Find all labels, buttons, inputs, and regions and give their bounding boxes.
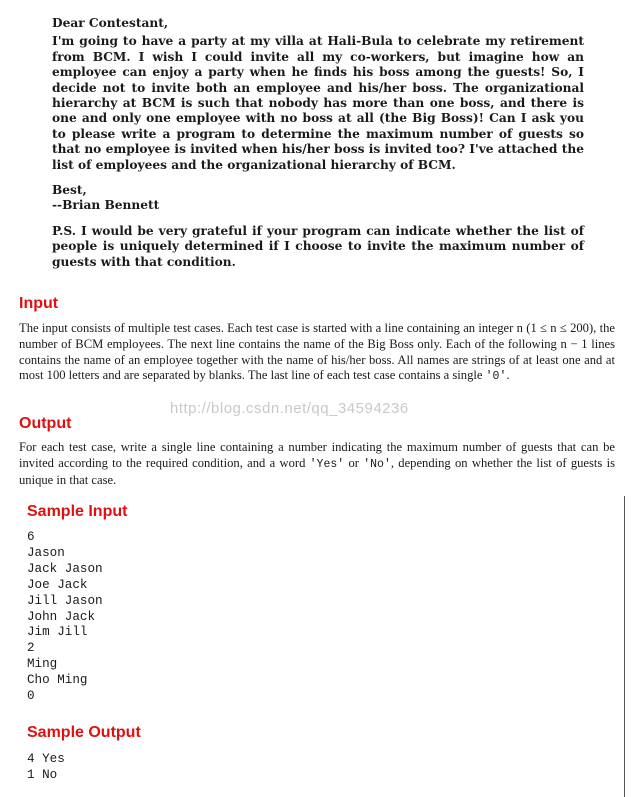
sample-input-line: John Jack <box>27 609 96 624</box>
input-description-end: . <box>506 368 510 383</box>
output-description-text: For each test case, write a single line containing a number indicating the maximum number of guests that can be invited according to the required condition, and a word <box>19 440 615 470</box>
input-description <box>19 321 615 385</box>
sample-input-line: Cho Ming <box>27 673 88 688</box>
output-or-text: or <box>344 455 364 470</box>
input-description-text: The input consists of multiple test cases. Each test case is started with a line containing an integer n (1 ≤ n ≤ 200), the number of BCM employees. The next line contains the name of the Big Boss only. Each of the following n − 1 lines contains the name of an employee together with the name of his/her boss. All names are strings of at least one and at most 100 letters and are separated by blanks. The last line of each test case contains a single <box>19 321 615 383</box>
sample-input-block <box>27 530 103 705</box>
letter-body: I'm going to have a party at my villa at Hali-Bula to celebrate my retirement from BCM. I wish I could invite all my co-workers, but imagine how an employee can enjoy a party when he finds his boss among the guests! So, I decide not to invite both an employee and his/her boss. The organizational hierarchy at BCM is such that nobody has more than one boss, and there is one and only one employee with no boss at all (the Big Boss)! Can I ask you to please write a program to determine the maximum number of guests so that no employee is invited when his/her boss is invited too? I've attached the list of employees and the organizational hierarchy of BCM. <box>52 34 584 172</box>
sample-input-line: Ming <box>27 657 58 672</box>
output-yes-code: 'Yes' <box>309 457 345 471</box>
sample-input-line: Jim Jill <box>27 625 88 640</box>
page-border-line <box>624 496 625 797</box>
letter-greeting: Dear Contestant, <box>52 16 169 30</box>
sample-input-heading: Sample Input <box>27 503 128 520</box>
sample-output-heading: Sample Output <box>27 724 141 741</box>
sample-input-line: Jack Jason <box>27 561 103 576</box>
sample-input-line: 0 <box>27 689 35 704</box>
input-zero-code: '0' <box>485 370 507 384</box>
sample-input-line: Jill Jason <box>27 593 103 608</box>
sample-output-block <box>27 752 65 784</box>
sample-input-line: Joe Jack <box>27 577 88 592</box>
letter-signature: --Brian Bennett <box>52 198 160 213</box>
sample-input-line: 6 <box>27 530 35 544</box>
sample-input-line: Jason <box>27 545 65 560</box>
sample-output-line: 4 Yes <box>27 752 65 766</box>
input-heading: Input <box>19 295 59 312</box>
output-description-end: , depending on whether the list of guests is unique in that case. <box>19 455 615 487</box>
output-description <box>19 440 615 488</box>
letter-closing: Best, <box>52 183 87 198</box>
output-no-code: 'No' <box>363 457 391 471</box>
sample-output-line: 1 No <box>27 767 58 782</box>
output-heading: Output <box>19 415 72 432</box>
watermark: http://blog.csdn.net/qq_34594236 <box>170 400 409 417</box>
sample-input-line: 2 <box>27 641 35 656</box>
letter <box>52 16 584 270</box>
letter-postscript: P.S. I would be very grateful if your program can indicate whether the list of people is uniquely determined if I choose to invite the maximum number of guests with that condition. <box>52 223 584 269</box>
